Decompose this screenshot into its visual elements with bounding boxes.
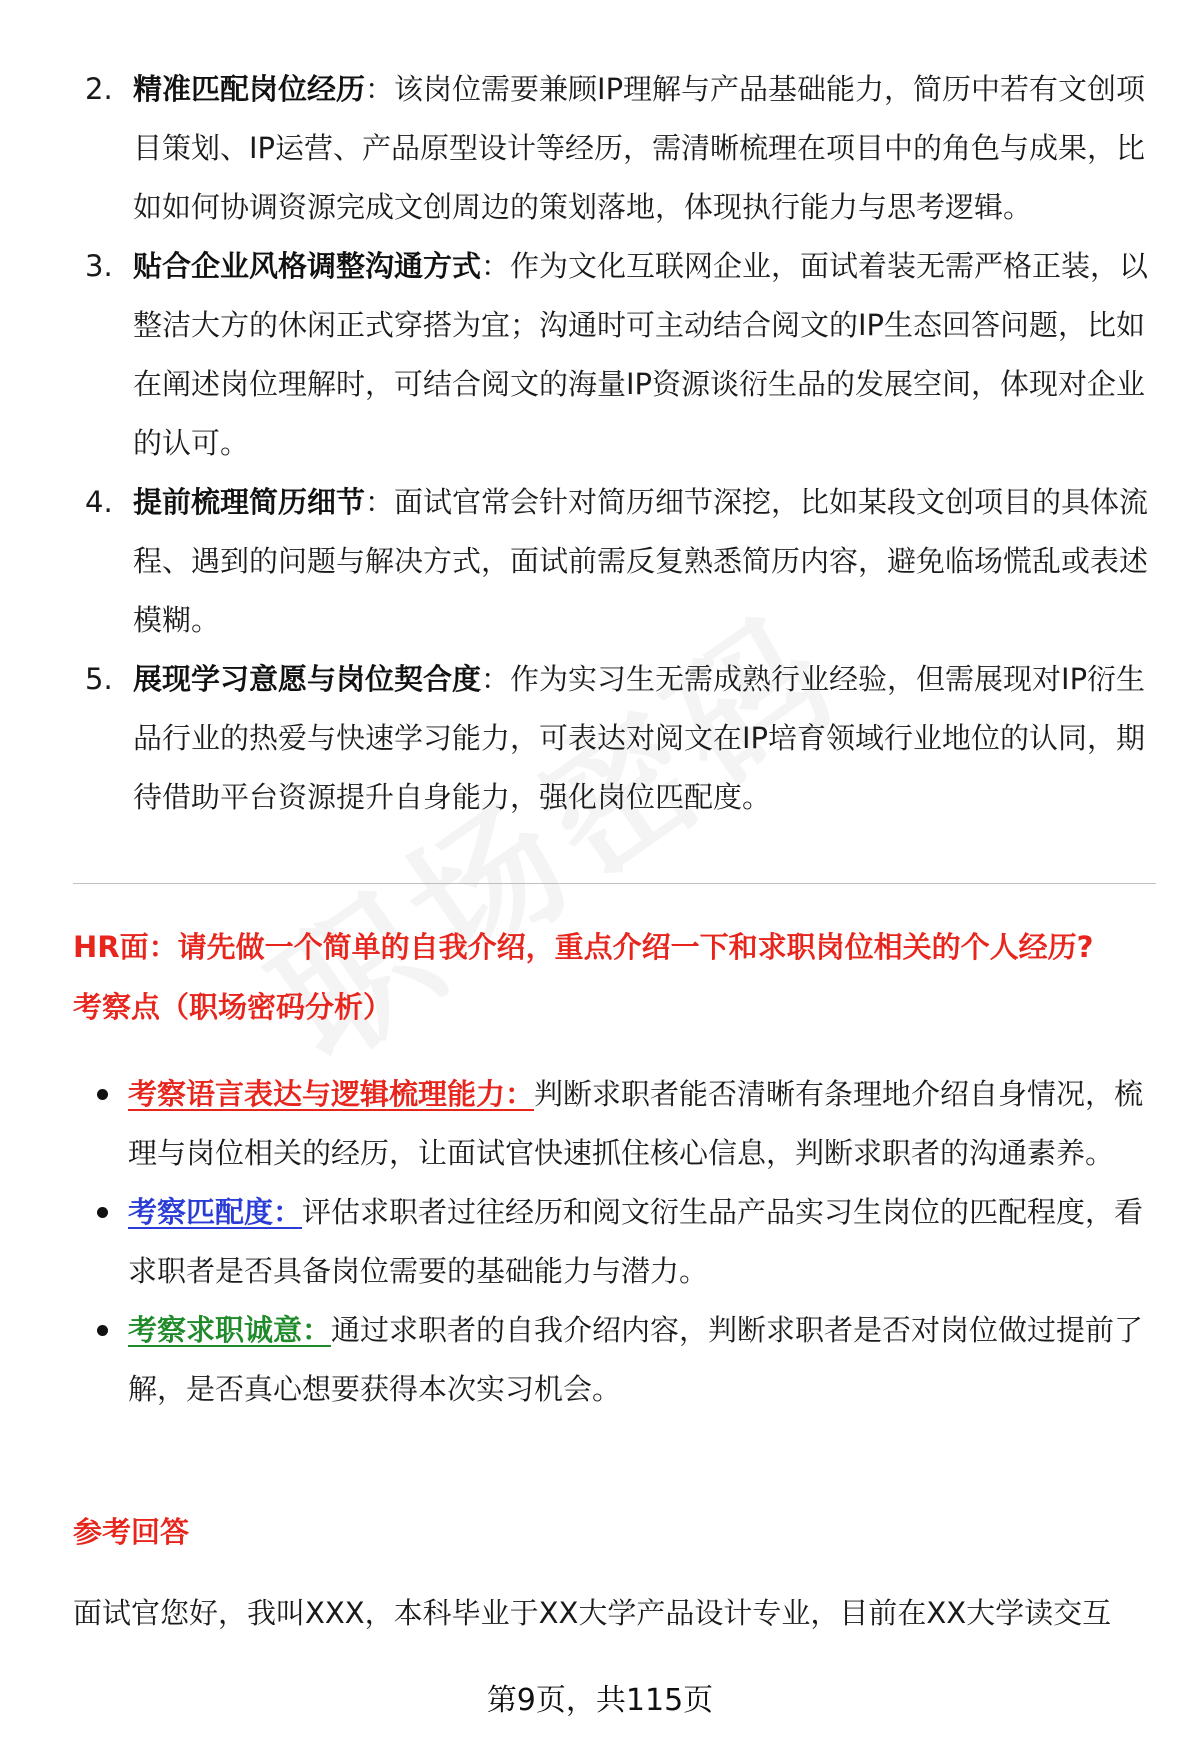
item-text: ：该岗位需要兼顾IP理解与产品基础能力，简历中若有文创项目策划、IP运营、产品原型设计等经历，需清晰梳理在项目中的角色与成果，比如如何协调资源完成文创周边的策划落地，体现执行能力与思考逻辑。 [133,72,1146,224]
bullet-body [128,1301,1155,1419]
bullet-dot-icon [95,1183,128,1301]
bullet-item [95,1301,1155,1419]
section-divider [73,883,1156,884]
bullet-item [95,1065,1155,1183]
item-number: 5. [85,662,113,696]
bullet-list [95,1065,1155,1419]
item-lead: 提前梳理简历细节 [133,485,366,519]
item-number: 3. [85,249,113,283]
bullet-text: 通过求职者的自我介绍内容，判断求职者是否对岗位做过提前了解，是否真心想要获得本次实习机会。 [128,1313,1144,1406]
hr-question-heading: HR面：请先做一个简单的自我介绍，重点介绍一下和求职岗位相关的个人经历? [73,930,1094,964]
item-body [133,650,1150,827]
bullet-tag: 考察求职诚意： [128,1313,332,1347]
focus-points-heading: 考察点（职场密码分析） [73,990,393,1024]
item-text: ：作为实习生无需成熟行业经验，但需展现对IP衍生品行业的热爱与快速学习能力，可表达对阅文在IP培育领域行业地位的认同，期待借助平台资源提升自身能力，强化岗位匹配度。 [133,662,1146,814]
list-item [80,237,1150,473]
item-body [133,60,1150,237]
bullet-text: 判断求职者能否清晰有条理地介绍自身情况，梳理与岗位相关的经历，让面试官快速抓住核心信息，判断求职者的沟通素养。 [128,1077,1144,1170]
bullet-body [128,1065,1155,1183]
reference-answer-heading: 参考回答 [73,1515,190,1549]
item-text: ：面试官常会针对简历细节深挖，比如某段文创项目的具体流程、遇到的问题与解决方式，面试前需反复熟悉简历内容，避免临场慌乱或表述模糊。 [133,485,1149,637]
page-footer: 第9页，共115页 [486,1683,714,1718]
numbered-list [80,60,1150,827]
bullet-dot-icon [95,1065,128,1183]
list-item [80,650,1150,827]
answer-paragraph: 面试官您好，我叫XXX，本科毕业于XX大学产品设计专业，目前在XX大学读交互 [73,1596,1112,1630]
bullet-text: 评估求职者过往经历和阅文衍生品产品实习生岗位的匹配程度，看求职者是否具备岗位需要的基础能力与潜力。 [128,1195,1144,1288]
item-lead: 展现学习意愿与岗位契合度 [133,662,482,696]
bullet-tag: 考察语言表达与逻辑梳理能力： [128,1077,535,1111]
bullet-body [128,1183,1155,1301]
item-lead: 贴合企业风格调整沟通方式 [133,249,482,283]
item-number: 4. [85,485,113,519]
bullet-item [95,1183,1155,1301]
list-item [80,473,1150,650]
item-lead: 精准匹配岗位经历 [133,72,366,106]
item-number: 2. [85,72,113,106]
bullet-tag: 考察匹配度： [128,1195,303,1229]
bullet-dot-icon [95,1301,128,1419]
item-text: ：作为文化互联网企业，面试着装无需严格正装，以整洁大方的休闲正式穿搭为宜；沟通时可主动结合阅文的IP生态回答问题，比如在阐述岗位理解时，可结合阅文的海量IP资源谈衍生品的发展空间，体现对企业的认可。 [133,249,1149,460]
list-item [80,60,1150,237]
item-body [133,237,1150,473]
item-body [133,473,1150,650]
